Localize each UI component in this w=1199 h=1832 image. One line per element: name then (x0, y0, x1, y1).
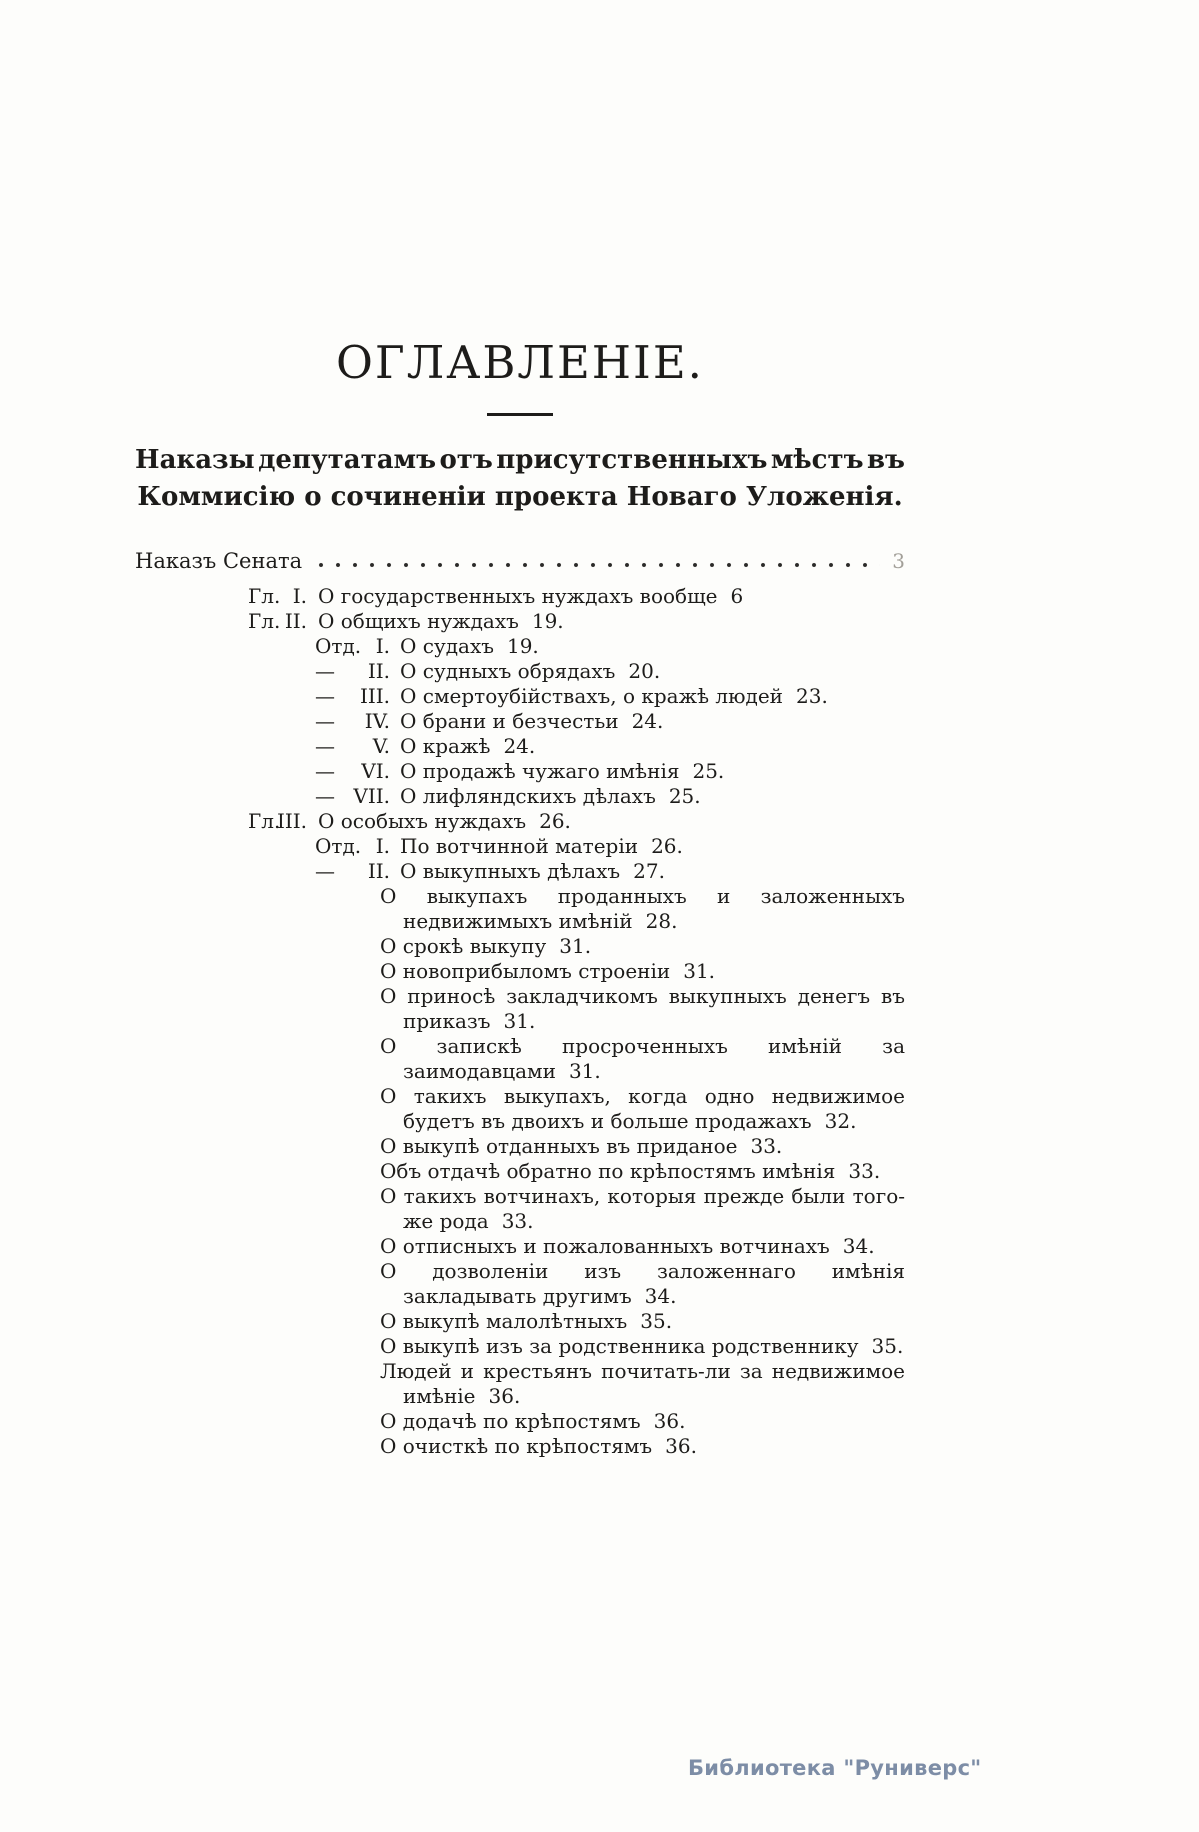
toc-entry-title: О выкупѣ изъ за родственника родственнику (380, 1334, 859, 1358)
toc-entry-page: 19. (506, 634, 539, 658)
toc-entry-page: 31. (503, 1009, 536, 1033)
toc-entry-page: 26. (539, 809, 571, 833)
toc-entry-label: Наказъ Сената (135, 549, 303, 573)
toc-entry-page: 24. (503, 734, 536, 758)
toc-entry-title: О приносѣ закладчикомъ выкупныхъ денегъ въ приказъ (380, 984, 905, 1033)
toc-entry (135, 809, 905, 834)
toc-entry-page: 33. (750, 1134, 783, 1158)
toc-entry-title: О срокѣ выкупу (380, 934, 547, 958)
toc-entry-title: О государственныхъ нуждахъ вообще (318, 584, 718, 608)
toc-entry-title: О додачѣ по крѣпостямъ (380, 1409, 641, 1433)
toc-entry (135, 1159, 905, 1184)
toc-entry-title: О такихъ вотчинахъ, которыя прежде были того-же рода (380, 1184, 905, 1233)
library-watermark: Библиотека "Руниверс" (688, 1756, 982, 1780)
toc-entry (135, 734, 905, 759)
toc-entry-number: I. (292, 584, 307, 608)
toc-entry-prefix: — (315, 859, 335, 883)
toc-entry-prefix: Гл. (248, 584, 281, 608)
toc-entry (135, 884, 905, 934)
toc-entry-page: 20. (628, 659, 661, 683)
heading-word: депутатамъ (258, 445, 437, 475)
toc-first-entry (135, 548, 905, 574)
toc-entry-page: 3 (892, 549, 905, 573)
toc-entry (135, 984, 905, 1034)
heading-word: присутственныхъ (496, 445, 768, 475)
toc-entry-number: I. (375, 834, 390, 858)
toc-entry-page: 36. (653, 1409, 686, 1433)
toc-entry-prefix: Гл. (248, 809, 281, 833)
toc-entry-page: 26. (651, 834, 683, 858)
toc-entry-page: 6 (730, 584, 744, 608)
toc-entry-title: О лифляндскихъ дѣлахъ (400, 784, 656, 808)
title-divider (487, 413, 553, 416)
toc-entry-title: О судныхъ обрядахъ (400, 659, 616, 683)
toc-entry-page: 35. (640, 1309, 673, 1333)
toc-entry-page: 24. (631, 709, 664, 733)
toc-entry-title: О выкупѣ отданныхъ въ приданое (380, 1134, 738, 1158)
toc-entry-title: О дозволеніи изъ заложеннаго имѣнія закладывать другимъ (380, 1259, 905, 1308)
toc-entry (135, 709, 905, 734)
toc-entry-prefix: Гл. (248, 609, 281, 633)
toc-entry-title: Объ отдачѣ обратно по крѣпостямъ имѣнія (380, 1159, 836, 1183)
page-title: ОГЛАВЛЕНІЕ. (336, 336, 704, 389)
section-heading (135, 442, 905, 516)
toc-entry-prefix: — (315, 709, 335, 733)
toc-entry-page: 31. (683, 959, 716, 983)
toc-entry-number: II. (284, 609, 307, 633)
toc-entry (135, 784, 905, 809)
toc-entry (135, 1134, 905, 1159)
heading-word: мѣстъ (770, 445, 864, 475)
section-heading-line1 (135, 442, 905, 479)
page-content (135, 336, 905, 1459)
toc-entry-title: Людей и крестьянъ почитать-ли за недвижимое имѣніе (380, 1359, 905, 1408)
toc-entry-title: О продажѣ чужаго имѣнія (400, 759, 680, 783)
toc-entry-title: О общихъ нуждахъ (318, 609, 519, 633)
toc-entry-number: VII. (353, 784, 390, 808)
toc-entry-number: V. (372, 734, 390, 758)
toc-entry (135, 1409, 905, 1434)
toc-entry (135, 959, 905, 984)
toc-entry-prefix: — (315, 784, 335, 808)
toc-entry-page: 33. (848, 1159, 881, 1183)
toc-entry (135, 1434, 905, 1459)
toc-entry-title: О выкупныхъ дѣлахъ (400, 859, 621, 883)
toc-entry-page: 23. (796, 684, 828, 708)
heading-word: Наказы (135, 445, 255, 475)
toc-entry-number: II. (367, 659, 390, 683)
toc-entry-page: 25. (692, 759, 725, 783)
toc-entry-title: О смертоубійствахъ, о кражѣ людей (400, 684, 783, 708)
toc-entry-number: II. (367, 859, 390, 883)
toc-entry-title: О отписныхъ и пожалованныхъ вотчинахъ (380, 1234, 830, 1258)
toc-entry-prefix: — (315, 759, 335, 783)
toc-entry (135, 684, 905, 709)
toc-entry-page: 35. (871, 1334, 904, 1358)
toc-entry-number: I. (375, 634, 390, 658)
toc-entry-page: 31. (559, 934, 592, 958)
toc-entry (135, 1259, 905, 1309)
toc-entry-title: О судахъ (400, 634, 494, 658)
toc-entry-number: III. (276, 809, 307, 833)
toc-entry-page: 34. (644, 1284, 677, 1308)
toc-entry-page: 19. (531, 609, 564, 633)
toc-entry-title: О очисткѣ по крѣпостямъ (380, 1434, 653, 1458)
toc-entry (135, 659, 905, 684)
toc-entry-page: 34. (842, 1234, 875, 1258)
toc-entry (135, 1034, 905, 1084)
toc-entry-page: 32. (824, 1109, 857, 1133)
toc-entry-prefix: — (315, 684, 335, 708)
toc-entry-page: 27. (633, 859, 665, 883)
toc-list (135, 584, 905, 1459)
toc-entry-prefix: — (315, 734, 335, 758)
toc-entry (135, 1359, 905, 1409)
toc-entry (135, 859, 905, 884)
toc-entry-title: О особыхъ нуждахъ (318, 809, 527, 833)
toc-entry (135, 634, 905, 659)
toc-entry-number: VI. (361, 759, 390, 783)
toc-entry-page: 36. (665, 1434, 697, 1458)
dot-leader (318, 561, 880, 570)
toc-entry-title: О брани и безчестьи (400, 709, 619, 733)
toc-entry-page: 25. (668, 784, 701, 808)
toc-entry-number: IV. (364, 709, 390, 733)
toc-entry (135, 1309, 905, 1334)
section-heading-line2: Коммисію о сочиненіи проекта Новаго Уложенія. (137, 482, 903, 512)
toc-entry (135, 1334, 905, 1359)
toc-entry-title: О такихъ выкупахъ, когда одно недвижимое будетъ въ двоихъ и больше продажахъ (380, 1084, 905, 1133)
toc-entry (135, 1184, 905, 1234)
toc-entry-prefix: — (315, 659, 335, 683)
heading-word: отъ (439, 445, 493, 475)
toc-entry-prefix: Отд. (315, 834, 362, 858)
toc-entry (135, 1084, 905, 1134)
toc-entry-title: О выкупѣ малолѣтныхъ (380, 1309, 628, 1333)
toc-entry (135, 934, 905, 959)
toc-entry-title: О выкупахъ проданныхъ и заложенныхъ недвижимыхъ имѣній (380, 884, 905, 933)
toc-entry-page: 36. (488, 1384, 521, 1408)
toc-entry-title: О запискѣ просроченныхъ имѣній за заимодавцами (380, 1034, 905, 1083)
toc-entry (135, 759, 905, 784)
heading-word: въ (866, 445, 905, 475)
toc-entry-title: По вотчинной матеріи (400, 834, 639, 858)
toc-entry-title: О новоприбыломъ строеніи (380, 959, 671, 983)
toc-entry-page: 33. (501, 1209, 534, 1233)
toc-entry (135, 584, 905, 609)
toc-entry-page: 31. (568, 1059, 601, 1083)
toc-entry (135, 834, 905, 859)
toc-entry-prefix: Отд. (315, 634, 362, 658)
toc-entry-page: 28. (645, 909, 678, 933)
toc-entry (135, 609, 905, 634)
toc-entry (135, 1234, 905, 1259)
toc-entry-number: III. (359, 684, 390, 708)
toc-entry-title: О кражѣ (400, 734, 491, 758)
